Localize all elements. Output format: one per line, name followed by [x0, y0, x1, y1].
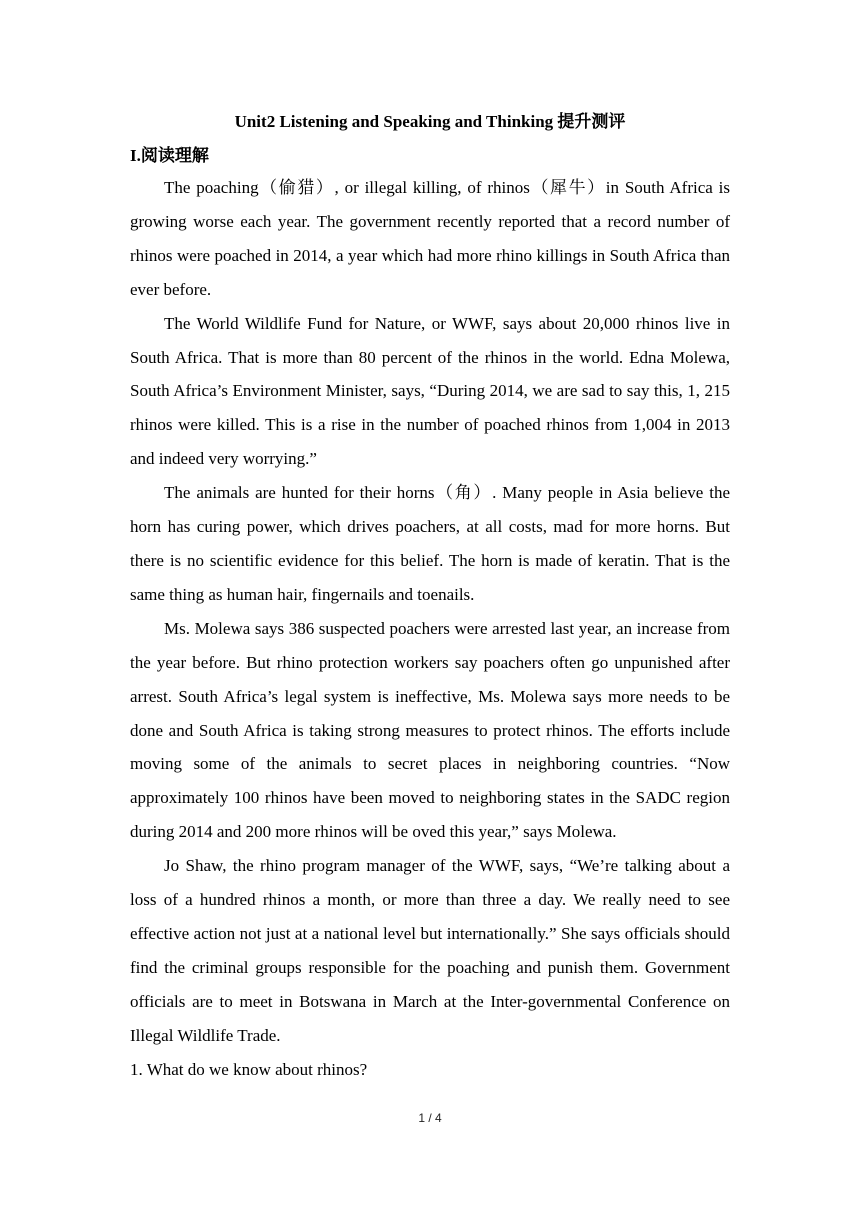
paragraph: Ms. Molewa says 386 suspected poachers were arrested last year, an increase from the year before. But rhino protection workers say poachers often go unpunished after arrest. South Africa’s legal system is ineffective, Ms. Molewa says more needs to be done and South Africa is taking strong measures to protect rhinos. The efforts include moving some of the animals to secret places in neighboring countries. “Now approximately 100 rhinos have been moved to neighboring states in the SADC region during 2014 and 200 more rhinos will be oved this year,” says Molewa.: [130, 618, 730, 842]
paragraph: The animals are hunted for their horns（角）. Many people in Asia believe the horn has curing power, which drives poachers, at all costs, mad for more horns. But there is no scientific evidence for this belief. The horn is made of keratin. That is the same thing as human hair, fingernails and toenails.: [130, 483, 730, 604]
question-1: 1. What do we know about rhinos?: [130, 1059, 368, 1079]
paragraph: Jo Shaw, the rhino program manager of the WWF, says, “We’re talking about a loss of a hundred rhinos a month, or more than three a day. We really need to see effective action not just at a national level but internationally.” She says officials should find the criminal groups responsible for the poaching and punish them. Government officials are to meet in Botswana in March at the Inter-governmental Conference on Illegal Wildlife Trade.: [130, 856, 730, 1045]
page-number: 1 / 4: [418, 1111, 442, 1125]
section-heading: I.阅读理解: [130, 146, 209, 165]
document-title: Unit2 Listening and Speaking and Thinking 提升测评: [234, 112, 626, 131]
paragraph: The poaching（偷猎）, or illegal killing, of rhinos（犀牛）in South Africa is growing worse each year. The government recently reported that a record number of rhinos were poached in 2014, a year which had more rhino killings in South Africa than ever before.: [130, 178, 730, 299]
paragraph: The World Wildlife Fund for Nature, or WWF, says about 20,000 rhinos live in South Africa. That is more than 80 percent of the rhinos in the world. Edna Molewa, South Africa’s Environment Minister, says, “During 2014, we are sad to say this, 1, 215 rhinos were killed. This is a rise in the number of poached rhinos from 1,004 in 2013 and indeed very worrying.”: [130, 313, 730, 469]
reading-passage: [130, 171, 730, 1086]
